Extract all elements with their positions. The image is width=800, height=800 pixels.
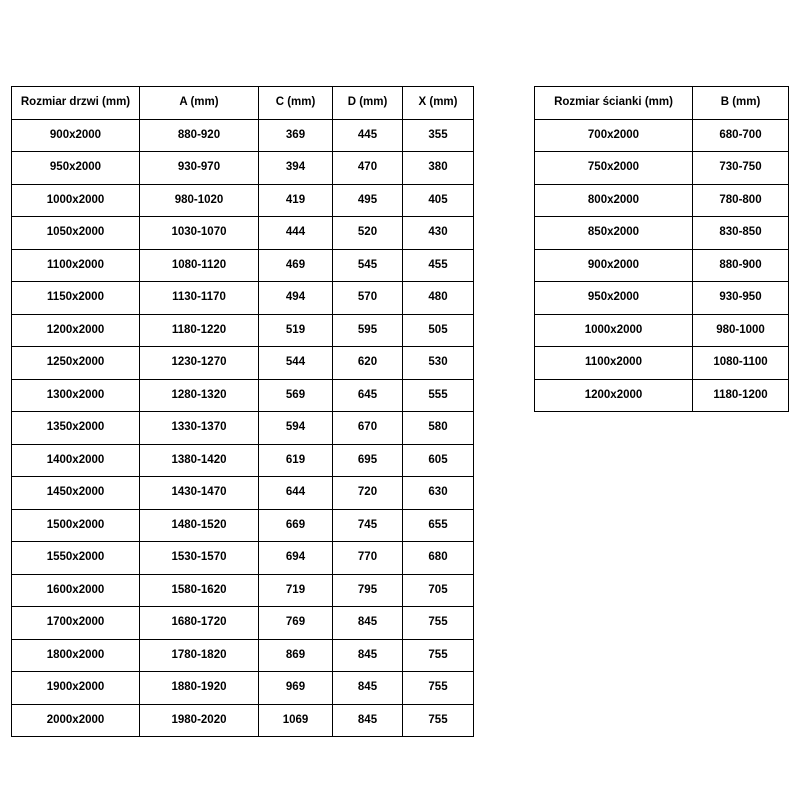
data-cell: 445 [333,119,403,152]
data-cell: 595 [333,314,403,347]
data-cell: 645 [333,379,403,412]
data-cell: 1530-1570 [140,542,259,575]
row-label-cell: 950x2000 [535,282,693,315]
data-cell: 495 [333,184,403,217]
data-cell: 755 [403,639,474,672]
data-cell: 580 [403,412,474,445]
data-cell: 730-750 [693,152,789,185]
table-row [12,217,474,250]
data-cell: 980-1000 [693,314,789,347]
data-cell: 694 [259,542,333,575]
data-cell: 755 [403,607,474,640]
data-cell: 869 [259,639,333,672]
data-cell: 480 [403,282,474,315]
data-cell: 1030-1070 [140,217,259,250]
table-row [535,347,789,380]
data-cell: 1780-1820 [140,639,259,672]
row-label-cell: 750x2000 [535,152,693,185]
column-header-d: D (mm) [333,87,403,120]
data-cell: 1080-1120 [140,249,259,282]
data-cell: 444 [259,217,333,250]
table-row [12,379,474,412]
data-cell: 1380-1420 [140,444,259,477]
data-cell: 544 [259,347,333,380]
data-cell: 880-920 [140,119,259,152]
data-cell: 594 [259,412,333,445]
row-label-cell: 1550x2000 [12,542,140,575]
data-cell: 520 [333,217,403,250]
data-cell: 845 [333,639,403,672]
data-cell: 1180-1220 [140,314,259,347]
row-label-cell: 800x2000 [535,184,693,217]
row-label-cell: 900x2000 [12,119,140,152]
data-cell: 630 [403,477,474,510]
table-row [12,314,474,347]
wall-dimensions-table [534,86,789,412]
table-row [12,347,474,380]
data-cell: 430 [403,217,474,250]
table-row [12,509,474,542]
table-row [12,152,474,185]
row-label-cell: 1000x2000 [535,314,693,347]
data-cell: 780-800 [693,184,789,217]
data-cell: 1330-1370 [140,412,259,445]
data-cell: 530 [403,347,474,380]
data-cell: 830-850 [693,217,789,250]
row-label-cell: 900x2000 [535,249,693,282]
wall-dimensions-table-container [534,86,789,412]
data-cell: 605 [403,444,474,477]
row-label-cell: 2000x2000 [12,704,140,737]
table-row [12,639,474,672]
data-cell: 1430-1470 [140,477,259,510]
data-cell: 845 [333,607,403,640]
column-header-c: C (mm) [259,87,333,120]
data-cell: 719 [259,574,333,607]
row-label-cell: 700x2000 [535,119,693,152]
row-label-cell: 850x2000 [535,217,693,250]
row-label-cell: 1700x2000 [12,607,140,640]
row-label-cell: 1250x2000 [12,347,140,380]
table-row [535,119,789,152]
data-cell: 705 [403,574,474,607]
data-cell: 355 [403,119,474,152]
table-row [535,184,789,217]
data-cell: 1680-1720 [140,607,259,640]
data-cell: 1280-1320 [140,379,259,412]
row-label-cell: 1400x2000 [12,444,140,477]
data-cell: 695 [333,444,403,477]
data-cell: 980-1020 [140,184,259,217]
row-label-cell: 1500x2000 [12,509,140,542]
data-cell: 655 [403,509,474,542]
table-row [12,444,474,477]
row-label-cell: 1000x2000 [12,184,140,217]
data-cell: 1130-1170 [140,282,259,315]
data-cell: 720 [333,477,403,510]
table-row [12,607,474,640]
data-cell: 469 [259,249,333,282]
table-row [535,379,789,412]
table-row [535,249,789,282]
data-cell: 455 [403,249,474,282]
table-row [12,477,474,510]
data-cell: 620 [333,347,403,380]
doors-table-body [12,119,474,737]
column-header-b: B (mm) [693,87,789,120]
table-row [535,314,789,347]
data-cell: 494 [259,282,333,315]
row-label-cell: 1200x2000 [535,379,693,412]
table-row [12,542,474,575]
wall-table-body [535,119,789,412]
data-cell: 669 [259,509,333,542]
row-label-cell: 950x2000 [12,152,140,185]
data-cell: 1980-2020 [140,704,259,737]
column-header-x: X (mm) [403,87,474,120]
data-cell: 795 [333,574,403,607]
data-cell: 419 [259,184,333,217]
data-cell: 1880-1920 [140,672,259,705]
row-label-cell: 1050x2000 [12,217,140,250]
data-cell: 545 [333,249,403,282]
data-cell: 369 [259,119,333,152]
row-label-cell: 1100x2000 [12,249,140,282]
data-cell: 1480-1520 [140,509,259,542]
table-row [12,704,474,737]
doors-dimensions-table [11,86,474,737]
data-cell: 570 [333,282,403,315]
data-cell: 394 [259,152,333,185]
data-cell: 670 [333,412,403,445]
table-row [12,184,474,217]
data-cell: 769 [259,607,333,640]
row-label-cell: 1350x2000 [12,412,140,445]
data-cell: 755 [403,704,474,737]
data-cell: 380 [403,152,474,185]
column-header-door-size: Rozmiar drzwi (mm) [12,87,140,120]
row-label-cell: 1800x2000 [12,639,140,672]
table-row [535,217,789,250]
data-cell: 880-900 [693,249,789,282]
data-cell: 1069 [259,704,333,737]
table-row [535,282,789,315]
data-cell: 1080-1100 [693,347,789,380]
row-label-cell: 1200x2000 [12,314,140,347]
data-cell: 930-970 [140,152,259,185]
data-cell: 930-950 [693,282,789,315]
data-cell: 680 [403,542,474,575]
doors-dimensions-table-container [11,86,474,737]
doors-table-head [12,87,474,120]
column-header-a: A (mm) [140,87,259,120]
row-label-cell: 1900x2000 [12,672,140,705]
data-cell: 680-700 [693,119,789,152]
data-cell: 745 [333,509,403,542]
table-row [12,249,474,282]
data-cell: 555 [403,379,474,412]
table-row [12,282,474,315]
data-cell: 644 [259,477,333,510]
row-label-cell: 1150x2000 [12,282,140,315]
data-cell: 470 [333,152,403,185]
row-label-cell: 1600x2000 [12,574,140,607]
wall-table-head [535,87,789,120]
row-label-cell: 1300x2000 [12,379,140,412]
data-cell: 505 [403,314,474,347]
table-row [535,152,789,185]
data-cell: 519 [259,314,333,347]
data-cell: 619 [259,444,333,477]
data-cell: 569 [259,379,333,412]
table-header-row [535,87,789,120]
row-label-cell: 1100x2000 [535,347,693,380]
column-header-wall-size: Rozmiar ścianki (mm) [535,87,693,120]
data-cell: 1580-1620 [140,574,259,607]
data-cell: 755 [403,672,474,705]
data-cell: 969 [259,672,333,705]
table-row [12,672,474,705]
data-cell: 845 [333,672,403,705]
table-row [12,412,474,445]
data-cell: 770 [333,542,403,575]
data-cell: 405 [403,184,474,217]
data-cell: 1230-1270 [140,347,259,380]
table-row [12,574,474,607]
data-cell: 845 [333,704,403,737]
table-header-row [12,87,474,120]
row-label-cell: 1450x2000 [12,477,140,510]
table-row [12,119,474,152]
data-cell: 1180-1200 [693,379,789,412]
